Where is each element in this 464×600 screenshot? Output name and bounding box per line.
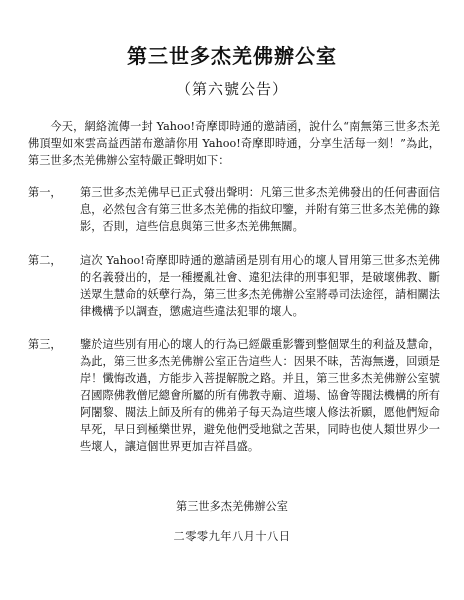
clause-label: 第一， — [28, 186, 62, 199]
clause-text: 第三世多杰羌佛早已正式發出聲明：凡第三世多杰羌佛發出的任何書面信息，必然包含有第三世多杰羌佛的指紋印鑒，并附有第三世多杰羌佛的錄影，否則，這些信息與第三世多杰羌佛無關。 — [80, 186, 440, 233]
clause-text: 這次 Yahoo!奇摩即時通的邀請函是別有用心的壞人冒用第三世多杰羌佛的名義發出的，是一種擾亂社會、違犯法律的刑事犯罪，是破壞佛教、斷送眾生慧命的妖孽行為，第三世多杰羌佛辦公室將尋司法途徑，請相關法律機構予以調查，懲處這些違法犯罪的壞人。 — [80, 254, 440, 318]
clause-first — [28, 184, 440, 235]
intro-paragraph: 今天，網絡流傳一封 Yahoo!奇摩即時通的邀請函，說什么“南無第三世多杰羌佛頂聖如來雲高益西諾布邀請你用 Yahoo!奇摩即時通，分享生活每一刻！”為此，第三世多杰羌佛辦公室特嚴正聲明如下： — [28, 120, 440, 167]
clause-second — [28, 252, 440, 320]
clause-label: 第二， — [28, 254, 62, 267]
signature: 第三世多杰羌佛辦公室 — [176, 500, 288, 513]
clause-label: 第三， — [28, 338, 62, 351]
clause-third — [28, 336, 440, 455]
clause-text: 鑒於這些別有用心的壞人的行為已經嚴重影響到整個眾生的利益及慧命，為此，第三世多杰羌佛辦公室正告這些人：因果不昧，苦海無邊，回頭是岸！懺悔改過，方能步入菩提解脫之路。并且，第三世多杰羌佛辦公室號召國際佛教僧尼總會所屬的所有佛教寺廟、道場、協會等閥法機構的所有阿闍黎、閥法上師及所有的佛弟子每天為這些壞人修法祈願，愿他們短命早死，早日到極樂世界，避免他們受地獄之苦果，同時也使人類世界少一些壞人，讓這個世界更加吉祥昌盛。 — [80, 338, 440, 453]
document-title: 第三世多杰羌佛辦公室 — [127, 44, 337, 68]
document-subtitle: （第六號公告） — [175, 80, 288, 98]
document-date: 二零零九年八月十八日 — [173, 530, 291, 543]
